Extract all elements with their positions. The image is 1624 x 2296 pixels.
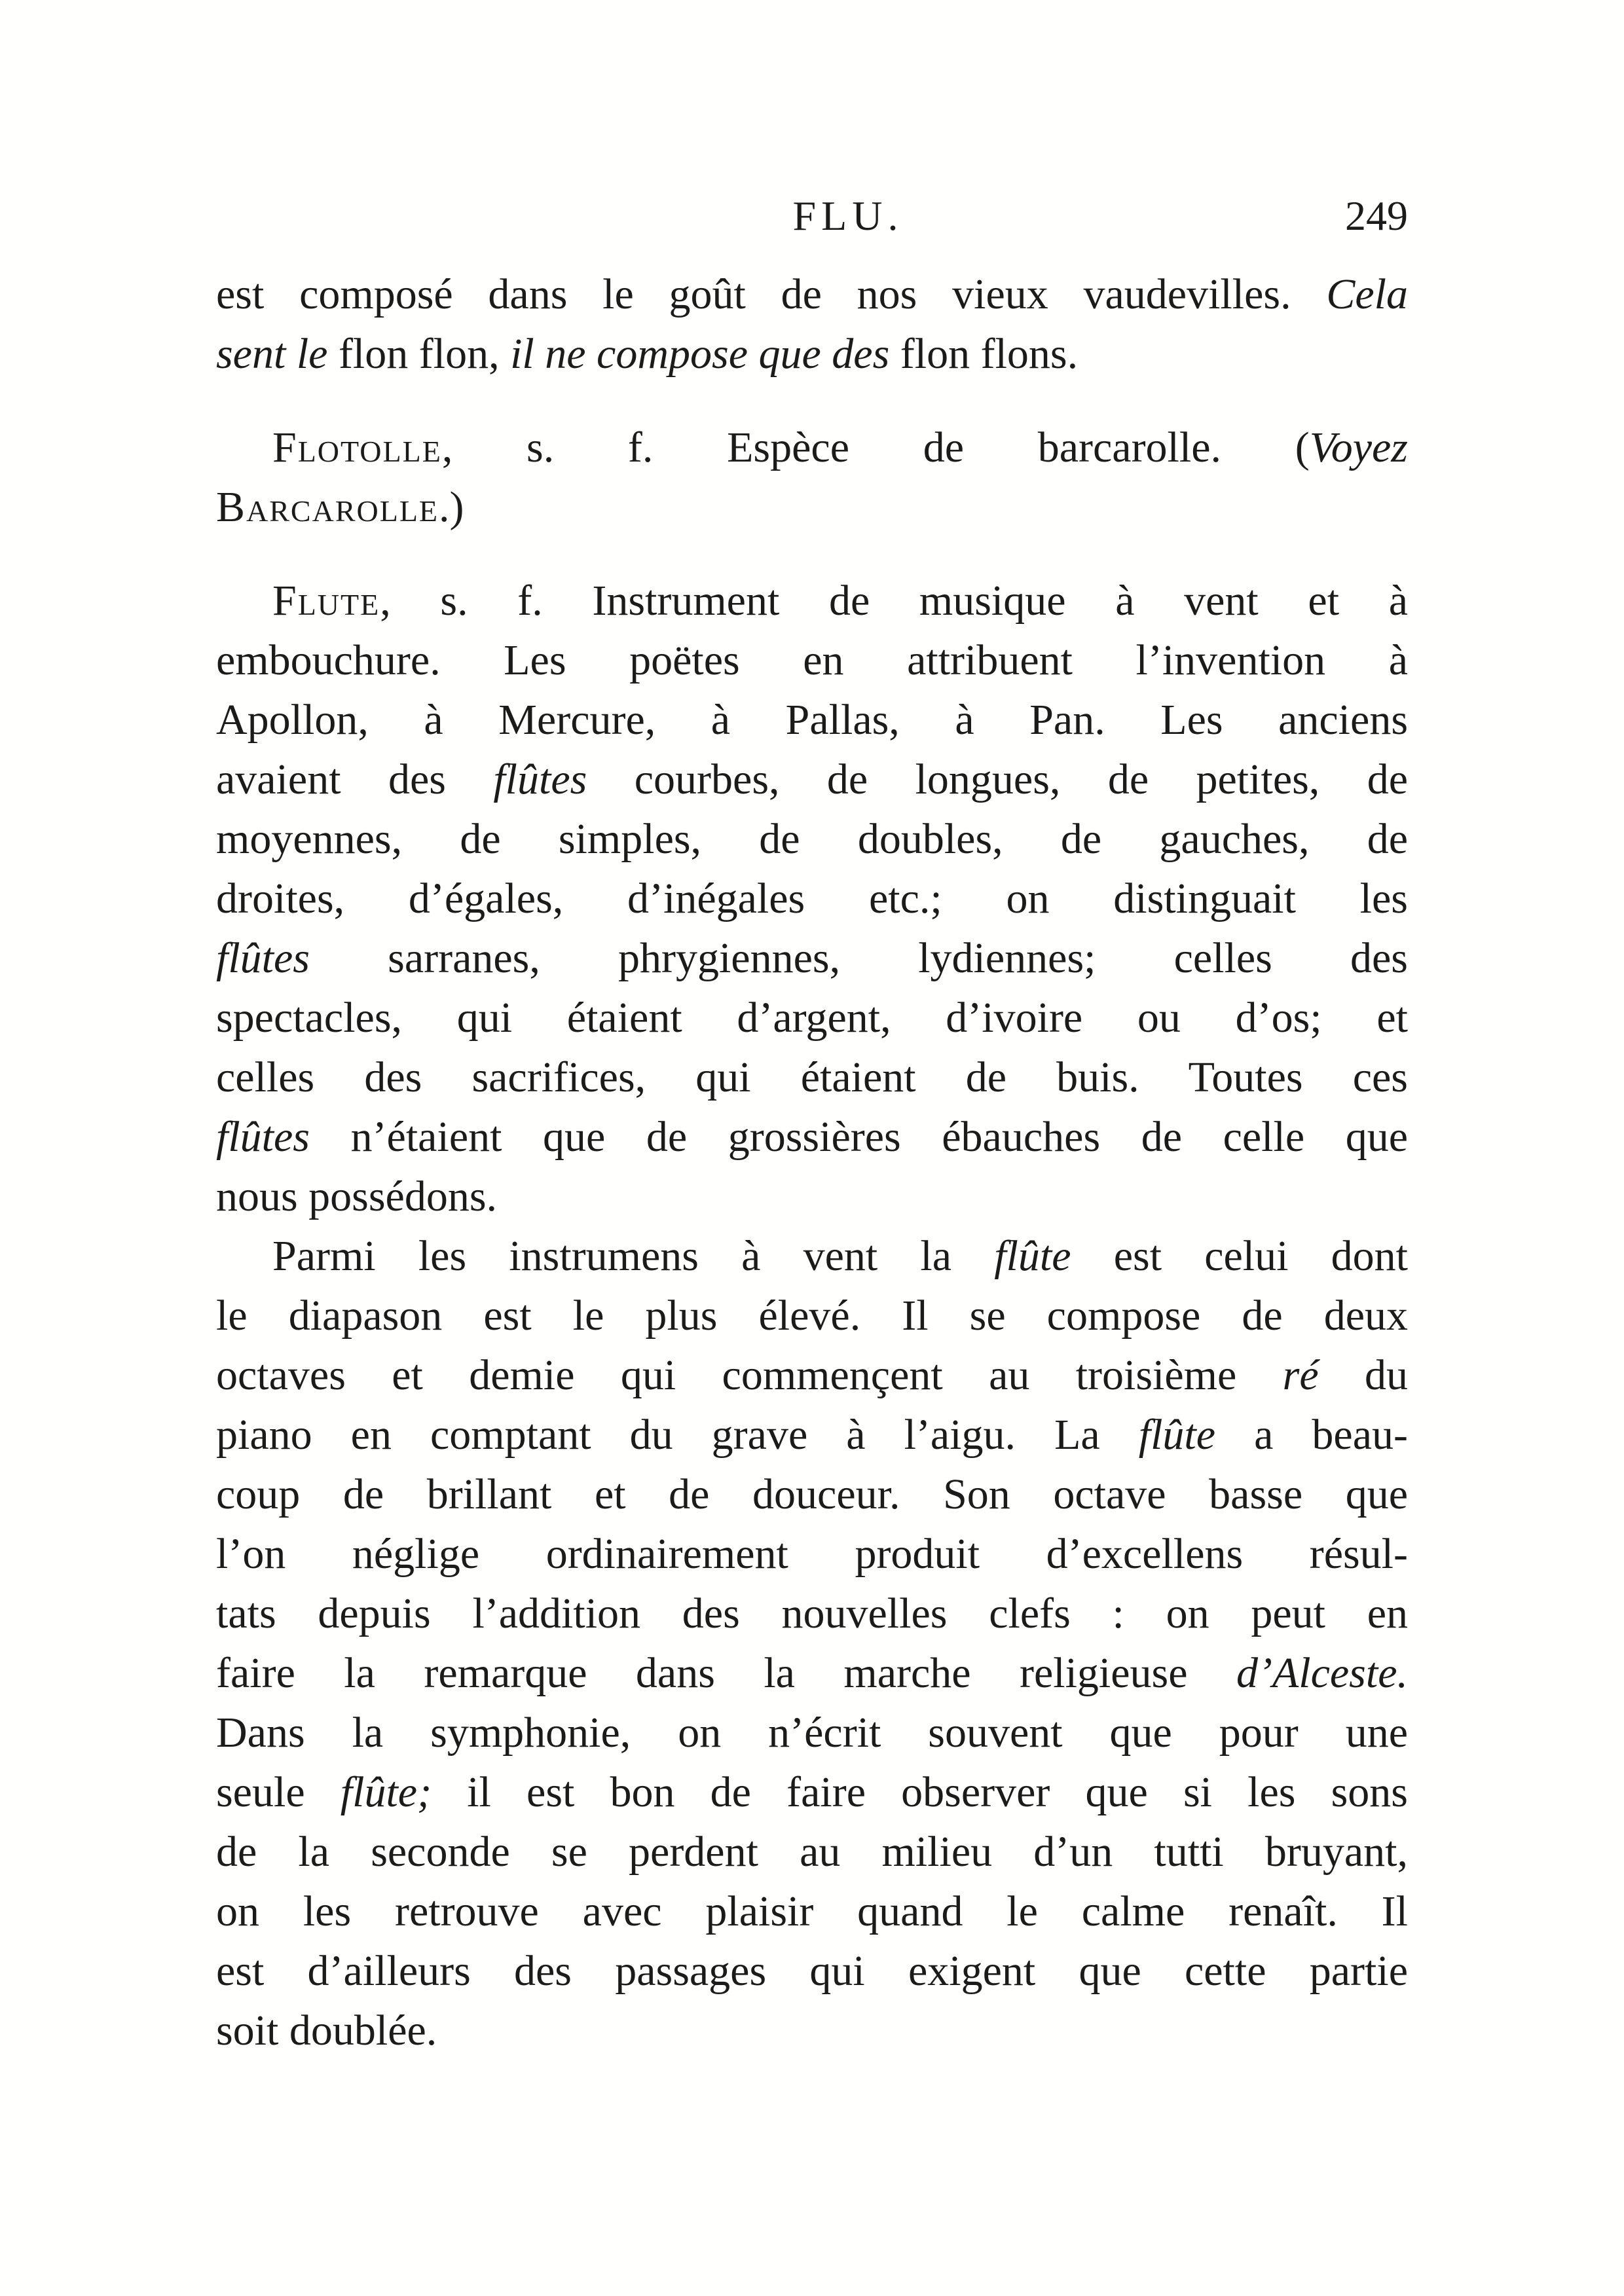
running-head: [216, 190, 1408, 242]
italic-run: flûte: [994, 1232, 1071, 1280]
text-run: avaient des: [216, 756, 494, 803]
paragraph-flute-usage: [216, 1226, 1408, 2060]
text-line: [216, 1405, 1408, 1465]
text-run: piano en comptant du grave à l’aigu. La: [216, 1411, 1139, 1459]
text-run: .): [439, 483, 464, 531]
text-run: faire la remarque dans la marche religieuse: [216, 1649, 1236, 1697]
text-run: celles des sacrifices, qui étaient de buis. Toutes ces: [216, 1053, 1408, 1101]
text-run: soit doublée.: [216, 2007, 437, 2054]
text-run: spectacles, qui étaient d’argent, d’ivoire ou d’os; et: [216, 994, 1408, 1042]
text-line: [216, 1882, 1408, 1941]
paragraph-gap: [216, 537, 1408, 571]
text-line: [216, 2001, 1408, 2060]
text-line: [216, 1107, 1408, 1167]
text-line: [216, 1286, 1408, 1345]
text-line: [216, 1703, 1408, 1762]
text-run: n’étaient que de grossières ébauches de celle que: [310, 1113, 1408, 1161]
italic-run: ré: [1282, 1351, 1319, 1399]
text-line: [216, 477, 1408, 537]
text-line: [216, 928, 1408, 988]
italic-run: Voyez: [1309, 424, 1408, 471]
headword: Flute: [272, 577, 380, 625]
text-run: a beau-: [1215, 1411, 1408, 1459]
text-run: Parmi les instrumens à vent la: [272, 1232, 995, 1280]
text-line: [216, 264, 1408, 324]
text-run: flon flon,: [327, 330, 511, 378]
text-line: [216, 988, 1408, 1048]
text-run: il est bon de faire observer que si les sons: [432, 1768, 1408, 1816]
text-run: le diapason est le plus élevé. Il se compose de deux: [216, 1292, 1408, 1339]
text-line: [216, 869, 1408, 928]
text-line: [216, 750, 1408, 809]
page-number: 249: [1345, 192, 1408, 239]
italic-run: flûtes: [216, 1113, 310, 1161]
text-run: coup de brillant et de douceur. Son octave basse que: [216, 1470, 1408, 1518]
paragraph-gap: [216, 384, 1408, 418]
text-run: de la seconde se perdent au milieu d’un tutti bruyant,: [216, 1828, 1408, 1876]
paragraph-cela-continuation: [216, 264, 1408, 384]
text-run: est d’ailleurs des passages qui exigent que cette partie: [216, 1947, 1408, 1995]
italic-run: d’Alceste.: [1236, 1649, 1408, 1697]
italic-run: flûte;: [340, 1768, 432, 1816]
text-line: [216, 690, 1408, 750]
italic-run: Cela: [1326, 270, 1408, 318]
text-run: on les retrouve avec plaisir quand le calme renaît. Il: [216, 1887, 1408, 1935]
dictionary-text: [216, 264, 1408, 2060]
text-run: est celui dont: [1071, 1232, 1408, 1280]
text-line: [216, 1584, 1408, 1643]
text-run: embouchure. Les poëtes en attribuent l’invention à: [216, 636, 1408, 684]
italic-run: flûtes: [493, 756, 587, 803]
headword: Barcarolle: [216, 483, 439, 531]
italic-run: flûtes: [216, 934, 310, 982]
text-run: , s. f. Instrument de musique à vent et à: [380, 577, 1408, 625]
text-run: Apollon, à Mercure, à Pallas, à Pan. Les anciens: [216, 696, 1408, 744]
text-line: [216, 324, 1408, 384]
text-run: droites, d’égales, d’inégales etc.; on distinguait les: [216, 875, 1408, 922]
text-line: [216, 418, 1408, 477]
text-line: [216, 1167, 1408, 1226]
text-line: [216, 1524, 1408, 1584]
text-line: [216, 1048, 1408, 1107]
text-line: [216, 1345, 1408, 1405]
text-line: [216, 1465, 1408, 1524]
text-line: [216, 1643, 1408, 1703]
italic-run: flûte: [1138, 1411, 1216, 1459]
text-run: seule: [216, 1768, 341, 1816]
italic-run: il ne compose que des: [510, 330, 890, 378]
italic-run: sent le: [216, 330, 328, 378]
text-line: [216, 630, 1408, 690]
text-run: tats depuis l’addition des nouvelles clefs : on peut en: [216, 1590, 1408, 1637]
text-run: nous possédons.: [216, 1173, 498, 1220]
headword: Flotolle: [272, 424, 442, 471]
entry-flute: [216, 571, 1408, 1226]
text-run: moyennes, de simples, de doubles, de gauches, de: [216, 815, 1408, 863]
text-run: octaves et demie qui commençent au troisième: [216, 1351, 1283, 1399]
text-line: [216, 571, 1408, 630]
text-run: Dans la symphonie, on n’écrit souvent que pour une: [216, 1709, 1408, 1757]
text-line: [216, 1822, 1408, 1882]
text-line: [216, 1226, 1408, 1286]
text-run: flon flons.: [889, 330, 1079, 378]
entry-flotolle: [216, 418, 1408, 537]
text-line: [216, 1762, 1408, 1822]
text-run: sarranes, phrygiennes, lydiennes; celles des: [310, 934, 1408, 982]
text-run: courbes, de longues, de petites, de: [587, 756, 1408, 803]
text-run: du: [1318, 1351, 1408, 1399]
text-run: l’on néglige ordinairement produit d’excellens résul-: [216, 1530, 1408, 1578]
running-head-title: FLU.: [792, 192, 904, 239]
text-line: [216, 809, 1408, 869]
text-run: , s. f. Espèce de barcarolle. (: [441, 424, 1310, 471]
text-run: est composé dans le goût de nos vieux vaudevilles.: [216, 270, 1327, 318]
text-line: [216, 1941, 1408, 2001]
